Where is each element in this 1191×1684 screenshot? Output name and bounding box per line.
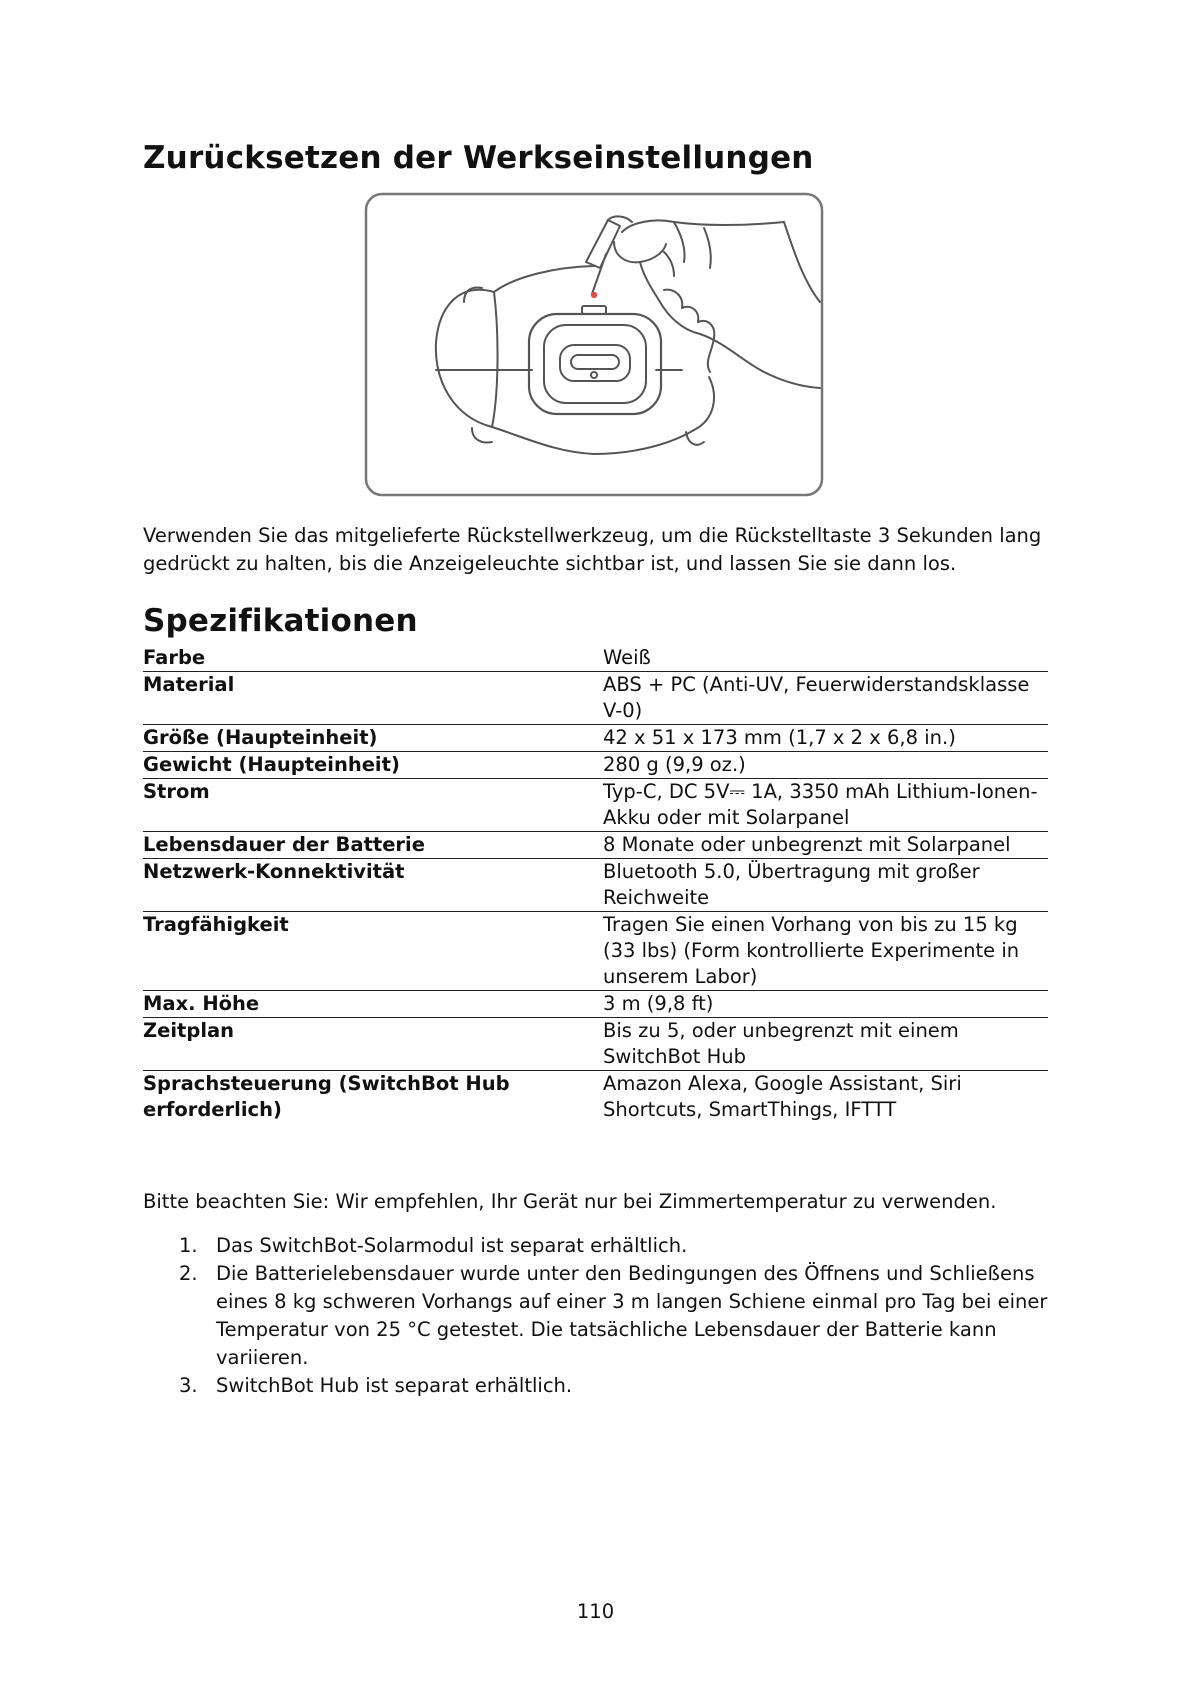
- spec-label: Farbe: [143, 645, 603, 672]
- table-row: [143, 752, 1048, 779]
- hand-pressing-reset-button-icon: [364, 192, 824, 497]
- spec-label: Tragfähigkeit: [143, 912, 603, 991]
- spec-value: 8 Monate oder unbegrenzt mit Solarpanel: [603, 832, 1048, 859]
- table-row: [143, 779, 1048, 832]
- table-row: [143, 672, 1048, 725]
- spec-label: Max. Höhe: [143, 991, 603, 1018]
- indicator-light: [591, 292, 597, 298]
- table-row: [143, 832, 1048, 859]
- list-item: [143, 1372, 1048, 1400]
- spec-label: Material: [143, 672, 603, 725]
- spec-label: Lebensdauer der Batterie: [143, 832, 603, 859]
- list-number: 1.: [179, 1234, 198, 1257]
- spec-value: Tragen Sie einen Vorhang von bis zu 15 kg (33 lbs) (Form kontrollierte Experimente in unserem Labor): [603, 912, 1048, 991]
- footnote-list: [143, 1232, 1048, 1400]
- spec-value: Typ-C, DC 5V⎓ 1A, 3350 mAh Lithium-Ionen-Akku oder mit Solarpanel: [603, 779, 1048, 832]
- spec-label: Zeitplan: [143, 1018, 603, 1071]
- table-row: [143, 991, 1048, 1018]
- spec-label: Größe (Haupteinheit): [143, 725, 603, 752]
- spec-label: Strom: [143, 779, 603, 832]
- table-row: [143, 1018, 1048, 1071]
- table-row: [143, 725, 1048, 752]
- list-number: 3.: [179, 1374, 198, 1397]
- table-row: [143, 859, 1048, 912]
- spec-label: Sprachsteuerung (SwitchBot Hub erforderlich): [143, 1072, 510, 1121]
- list-text: Das SwitchBot-Solarmodul ist separat erhältlich.: [216, 1234, 688, 1257]
- table-row: [143, 912, 1048, 991]
- reset-illustration: [364, 192, 824, 497]
- page-number: 110: [576, 1600, 615, 1623]
- spec-label: Gewicht (Haupteinheit): [143, 752, 603, 779]
- spec-value: 42 x 51 x 173 mm (1,7 x 2 x 6,8 in.): [603, 725, 1048, 752]
- spec-value: Bluetooth 5.0, Übertragung mit großer Reichweite: [603, 859, 1048, 912]
- list-number: 2.: [179, 1262, 198, 1285]
- spec-value: ABS + PC (Anti-UV, Feuerwiderstandsklasse V-0): [603, 672, 1048, 725]
- spec-value: Weiß: [603, 645, 1048, 672]
- reset-instruction: Verwenden Sie das mitgelieferte Rückstellwerkzeug, um die Rückstelltaste 3 Sekunden lang gedrückt zu halten, bis die Anzeigeleuchte sichtbar ist, und lassen Sie sie dann los.: [143, 524, 1042, 575]
- temperature-note: Bitte beachten Sie: Wir empfehlen, Ihr Gerät nur bei Zimmertemperatur zu verwenden.: [143, 1190, 997, 1213]
- list-text: SwitchBot Hub ist separat erhältlich.: [216, 1374, 573, 1397]
- spec-label: Netzwerk-Konnektivität: [143, 859, 603, 912]
- list-item: [143, 1260, 1048, 1372]
- table-row: [143, 1071, 1048, 1124]
- spec-heading: Spezifikationen: [143, 603, 418, 639]
- spec-value: Amazon Alexa, Google Assistant, Siri Shortcuts, SmartThings, IFTTT: [603, 1072, 962, 1121]
- spec-value: 280 g (9,9 oz.): [603, 752, 1048, 779]
- list-item: [143, 1232, 1048, 1260]
- spec-table: [143, 645, 1048, 1123]
- reset-heading: Zurücksetzen der Werkseinstellungen: [143, 140, 814, 176]
- spec-value: 3 m (9,8 ft): [603, 991, 1048, 1018]
- table-row: [143, 645, 1048, 672]
- list-text: Die Batterielebensdauer wurde unter den Bedingungen des Öffnens und Schließens eines 8 kg schweren Vorhangs auf einer 3 m langen Schiene einmal pro Tag bei einer Temperatur von 25 °C getestet. Die tatsächliche Lebensdauer der Batterie kann variieren.: [216, 1262, 1048, 1369]
- spec-value: Bis zu 5, oder unbegrenzt mit einem SwitchBot Hub: [603, 1018, 1048, 1071]
